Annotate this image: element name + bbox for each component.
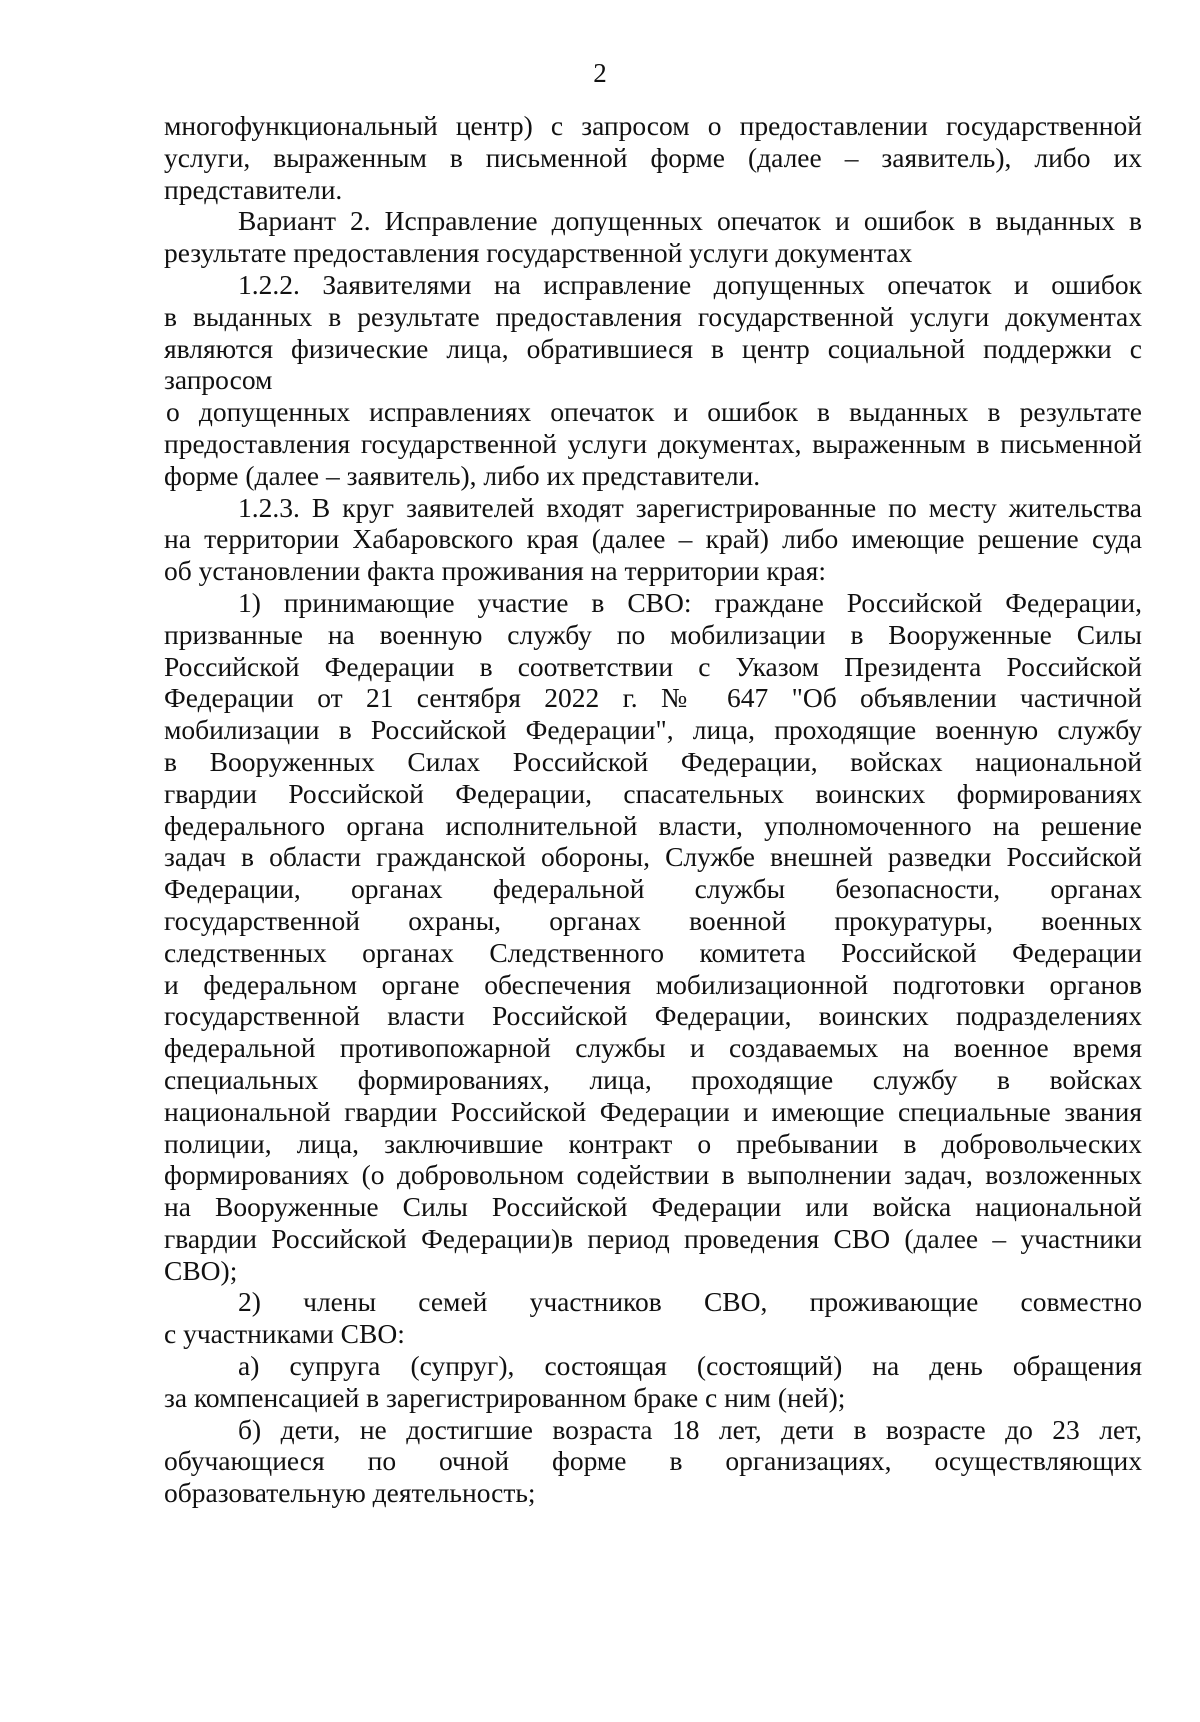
text-line: мобилизации в Российской Федерации", лица, проходящие военную службу: [164, 714, 1142, 746]
text-line: государственной власти Российской Федерации, воинских подразделениях: [164, 1000, 1142, 1032]
text-line: в Вооруженных Силах Российской Федерации, войсках национальной: [164, 745, 1142, 777]
text-line: в выданных в результате предоставления государственной услуги документах: [164, 300, 1142, 332]
text-line: на Вооруженные Силы Российской Федерации или войска национальной: [164, 1191, 1142, 1223]
text-line: Федерации, органах федеральной службы безопасности, органах: [164, 873, 1142, 905]
text-line: призванные на военную службу по мобилизации в Вооруженные Силы: [164, 618, 1142, 650]
text-line: б) дети, не достигшие возраста 18 лет, дети в возрасте до 23 лет,: [238, 1413, 1142, 1445]
text-line: а) супруга (супруг), состоящая (состоящий) на день обращения: [238, 1350, 1142, 1382]
text-line: гвардии Российской Федерации, спасательных воинских формированиях: [164, 777, 1142, 809]
text-line: следственных органах Следственного комитета Российской Федерации: [164, 936, 1142, 968]
text-line: 2) члены семей участников СВО, проживающие совместно: [238, 1286, 1142, 1318]
text-line: Федерации от 21 сентября 2022 г. № 647 "Об объявлении частичной: [164, 682, 1142, 714]
text-line: обучающиеся по очной форме в организациях, осуществляющих: [164, 1445, 1142, 1477]
text-line: гвардии Российской Федерации)в период проведения СВО (далее – участники: [164, 1222, 1142, 1254]
text-line: являются физические лица, обратившиеся в центр социальной поддержки с: [164, 332, 1142, 364]
text-line: результате предоставления государственной услуги документах: [164, 237, 913, 269]
text-line: 1.2.3. В круг заявителей входят зарегистрированные по месту жительства: [238, 491, 1142, 523]
text-line: формированиях (о добровольном содействии в выполнении задач, возложенных: [164, 1159, 1142, 1191]
text-line: за компенсацией в зарегистрированном браке с ним (ней);: [164, 1381, 846, 1413]
text-line: Вариант 2. Исправление допущенных опечаток и ошибок в выданных в: [238, 205, 1142, 237]
text-line: Российской Федерации в соответствии с Указом Президента Российской: [164, 650, 1142, 682]
text-line: полиции, лица, заключившие контракт о пребывании в добровольческих: [164, 1127, 1142, 1159]
text-line: о допущенных исправлениях опечаток и ошибок в выданных в результате: [166, 396, 1142, 428]
text-line: запросом: [164, 364, 273, 396]
text-line: представители.: [164, 173, 343, 205]
text-line: предоставления государственной услуги документах, выраженным в письменной: [164, 427, 1142, 459]
text-line: услуги, выраженным в письменной форме (далее – заявитель), либо их: [164, 141, 1142, 173]
text-line: федеральной противопожарной службы и создаваемых на военное время: [164, 1032, 1142, 1064]
text-line: национальной гвардии Российской Федерации и имеющие специальные звания: [164, 1095, 1142, 1127]
body-text: [164, 110, 1142, 1509]
text-line: государственной охраны, органах военной прокуратуры, военных: [164, 904, 1142, 936]
page-number: 2: [593, 58, 607, 88]
text-line: 1) принимающие участие в СВО: граждане Российской Федерации,: [238, 586, 1142, 618]
text-line: многофункциональный центр) с запросом о предоставлении государственной: [164, 110, 1142, 141]
text-line: СВО);: [164, 1254, 238, 1286]
text-line: 1.2.2. Заявителями на исправление допущенных опечаток и ошибок: [238, 268, 1142, 300]
text-line: с участниками СВО:: [164, 1318, 405, 1350]
text-line: специальных формированиях, лица, проходящие службу в войсках: [164, 1063, 1142, 1095]
text-line: и федеральном органе обеспечения мобилизационной подготовки органов: [164, 968, 1142, 1000]
text-line: задач в области гражданской обороны, Службе внешней разведки Российской: [164, 841, 1142, 873]
text-line: об установлении факта проживания на территории края:: [164, 555, 826, 587]
text-line: на территории Хабаровского края (далее – край) либо имеющие решение суда: [164, 523, 1142, 555]
text-line: форме (далее – заявитель), либо их представители.: [164, 459, 761, 491]
text-line: федерального органа исполнительной власти, уполномоченного на решение: [164, 809, 1142, 841]
text-line: образовательную деятельность;: [164, 1477, 536, 1509]
